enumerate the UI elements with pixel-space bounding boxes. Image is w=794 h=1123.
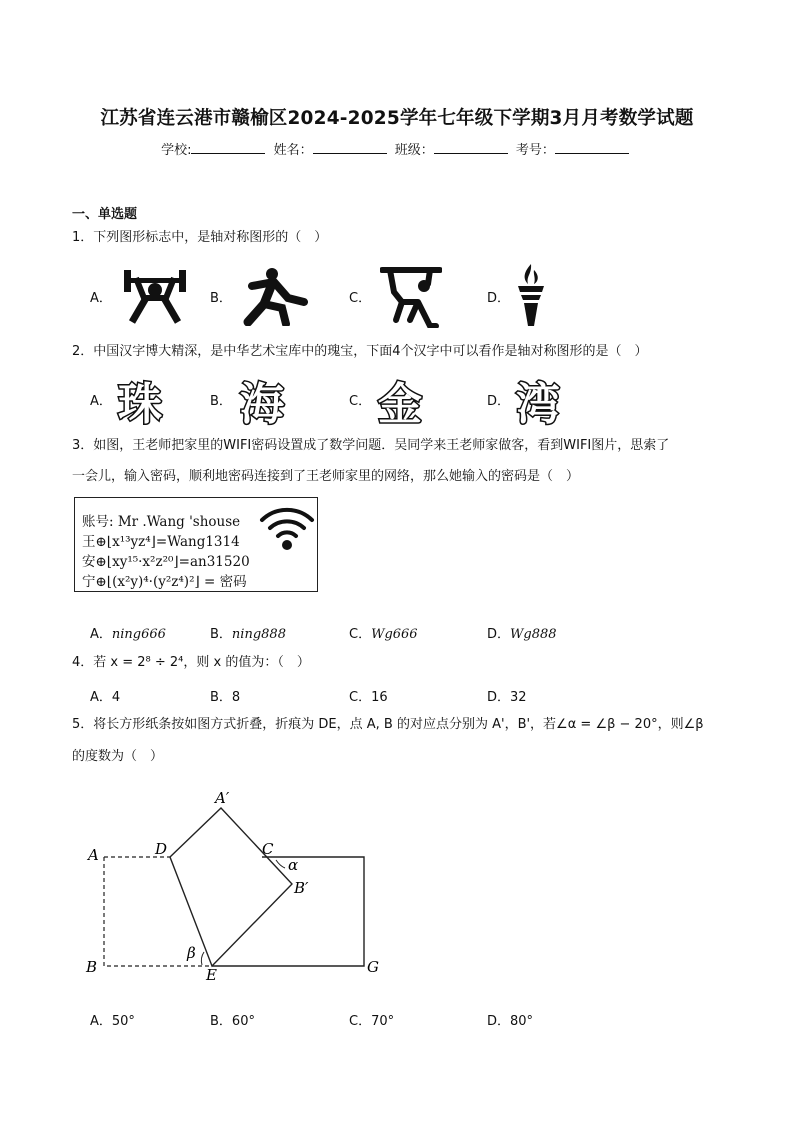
weightlifting-icon xyxy=(122,262,188,324)
page-title: 江苏省连云港市赣榆区2024-2025学年七年级下学期3月月考数学试题 xyxy=(100,108,694,129)
label-D: D xyxy=(155,840,168,858)
running-icon xyxy=(242,268,308,326)
weightlifter-icon xyxy=(380,262,442,328)
school-blank[interactable] xyxy=(191,141,265,154)
q4-option-a[interactable]: A．4 xyxy=(90,690,121,705)
q4-option-b[interactable]: B．8 xyxy=(210,690,241,705)
q3-option-c[interactable] xyxy=(349,623,418,642)
label-alpha: α xyxy=(288,856,299,874)
label-B-prime: B′ xyxy=(294,879,309,897)
q2-option-d[interactable]: D． xyxy=(487,394,511,409)
q1-stem: 1．下列图形标志中，是轴对称图形的（ ） xyxy=(72,230,328,245)
folding-figure xyxy=(80,782,400,987)
q3-option-b[interactable] xyxy=(210,623,286,642)
label-B: B xyxy=(86,958,98,976)
q4-stem: 4．若 x = 2⁸ ÷ 2⁴，则 x 的值为：（ ） xyxy=(72,655,310,670)
q2-char-zhu: 珠 xyxy=(118,379,162,430)
wifi-rule-1: 王⊕⌊x¹³yz⁴⌋=Wang1314 xyxy=(82,534,240,550)
q3-stem-line1: 3．如图，王老师把家里的WIFI密码设置成了数学问题．吴同学来王老师家做客，看到WIFI图片，思索了 xyxy=(72,438,670,453)
wifi-icon xyxy=(258,502,316,552)
q1-option-a[interactable]: A． xyxy=(90,291,112,306)
label-beta: β xyxy=(187,944,196,962)
wifi-rule-3: 宁⊕⌊(x²y)⁴·(y²z⁴)²⌋ = 密码 xyxy=(82,574,247,590)
label-A: A xyxy=(88,846,99,864)
q3-option-d-value: Wg888 xyxy=(510,627,557,642)
q3-option-a-label: A． xyxy=(90,627,112,642)
torch-icon xyxy=(514,262,548,328)
q3-option-c-value: Wg666 xyxy=(371,627,418,642)
wifi-card xyxy=(74,497,318,592)
q5-stem-line2: 的度数为（ ） xyxy=(72,749,164,764)
q2-char-jin: 金 xyxy=(378,379,422,430)
q2-option-a[interactable]: A． xyxy=(90,394,112,409)
q5-option-d[interactable]: D．80° xyxy=(487,1014,534,1029)
q3-stem-line2: 一会儿，输入密码，顺利地密码连接到了王老师家里的网络，那么她输入的密码是（ ） xyxy=(72,469,580,484)
q5-option-a[interactable]: A．50° xyxy=(90,1014,135,1029)
q3-option-b-value: ning888 xyxy=(231,627,286,642)
exam-no-blank[interactable] xyxy=(555,141,629,154)
q5-option-b[interactable]: B．60° xyxy=(210,1014,255,1029)
q3-option-a-value: ning666 xyxy=(111,627,166,642)
q4-option-d[interactable]: D．32 xyxy=(487,690,527,705)
q1-option-b[interactable]: B． xyxy=(210,291,232,306)
q2-stem: 2．中国汉字博大精深，是中华艺术宝库中的瑰宝，下面4个汉字中可以看作是轴对称图形的是（ ） xyxy=(72,344,648,359)
section-title: 一、单选题 xyxy=(72,207,138,222)
label-G: G xyxy=(367,958,379,976)
name-label: 姓名： xyxy=(273,143,313,158)
label-C: C xyxy=(262,840,274,858)
q2-option-b[interactable]: B． xyxy=(210,394,232,409)
school-label: 学校: xyxy=(161,143,192,158)
q3-option-d[interactable] xyxy=(487,623,557,642)
q3-option-a[interactable] xyxy=(90,623,166,642)
q1-option-c[interactable]: C． xyxy=(349,291,372,306)
q2-option-c[interactable]: C． xyxy=(349,394,372,409)
class-label: 班级： xyxy=(394,143,434,158)
name-blank[interactable] xyxy=(313,141,387,154)
q3-option-b-label: B． xyxy=(210,627,232,642)
wifi-rule-2: 安⊕⌊xy¹⁵·x²z²⁰⌋=an31520 xyxy=(82,554,250,570)
q2-char-wan: 湾 xyxy=(516,379,560,430)
wifi-account: 账号: Mr .Wang 'shouse xyxy=(82,514,241,530)
class-blank[interactable] xyxy=(434,141,508,154)
student-info-line xyxy=(0,139,794,158)
q5-option-c[interactable]: C．70° xyxy=(349,1014,395,1029)
q3-option-d-label: D． xyxy=(487,627,511,642)
q4-option-c[interactable]: C．16 xyxy=(349,690,388,705)
label-A-prime: A′ xyxy=(215,789,230,807)
q1-option-d[interactable]: D． xyxy=(487,291,511,306)
exam-no-label: 考号： xyxy=(515,143,555,158)
q3-option-c-label: C． xyxy=(349,627,372,642)
q5-stem-line1: 5．将长方形纸条按如图方式折叠，折痕为 DE，点 A, B 的对应点分别为 A'，B'，若∠α = ∠β − 20°，则∠β xyxy=(72,717,704,732)
label-E: E xyxy=(206,966,217,984)
q2-char-hai: 海 xyxy=(240,379,284,430)
